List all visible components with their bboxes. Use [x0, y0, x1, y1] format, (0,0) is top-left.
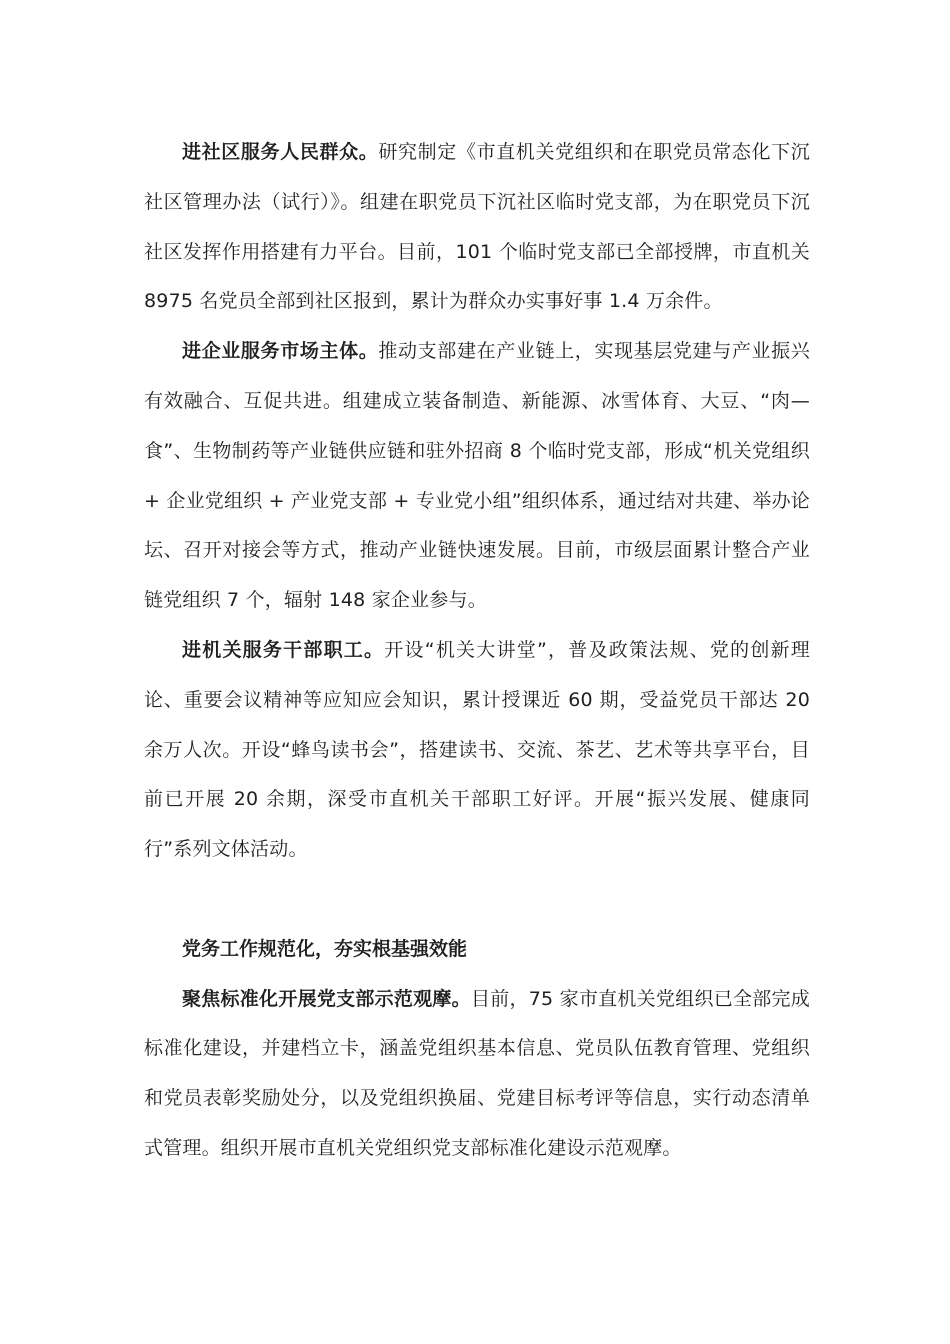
paragraph-text: 目前，75 家市直机关党组织已全部完成标准化建设，并建档立卡，涵盖党组织基本信息、党员队伍教育管理、党组织和党员表彰奖励处分，以及党组织换届、党建目标考评等信息，实行动态清单式管理。组织开展市直机关党组织党支部标准化建设示范观摩。 [144, 987, 810, 1159]
document-body [144, 128, 810, 1174]
paragraph-lead: 进机关服务干部职工。 [182, 638, 385, 661]
paragraph-community-service [144, 128, 810, 327]
paragraph-lead: 聚焦标准化开展党支部示范观摩。 [182, 987, 471, 1010]
paragraph-text: 推动支部建在产业链上，实现基层党建与产业振兴有效融合、互促共进。组建成立装备制造、新能源、冰雪体育、大豆、“肉—食”、生物制药等产业链供应链和驻外招商 8 个临时党支部，形成“机关党组织 + 企业党组织 + 产业党支部 + 专业党小组”组织体系，通过结对共建、举办论坛、召开对接会等方式，推动产业链快速发展。目前，市级层面累计整合产业链党组织 7 个，辐射 148 家企业参与。 [144, 340, 810, 612]
paragraph-agency-service [144, 626, 810, 875]
paragraph-lead: 进社区服务人民群众。 [182, 141, 379, 163]
section-heading: 党务工作规范化，夯实根基强效能 [182, 937, 468, 960]
paragraph-standardization [144, 975, 810, 1174]
paragraph-enterprise-service [144, 327, 810, 626]
paragraph-text: 开设“机关大讲堂”，普及政策法规、党的创新理论、重要会议精神等应知应会知识，累计授课近 60 期，受益党员干部达 20 余万人次。开设“蜂鸟读书会”，搭建读书、交流、茶艺、艺术等共享平台，目前已开展 20 余期，深受市直机关干部职工好评。开展“振兴发展、健康同行”系列文体活动。 [144, 638, 810, 861]
paragraph-lead: 进企业服务市场主体。 [182, 340, 379, 363]
paragraph-text: 研究制定《市直机关党组织和在职党员常态化下沉社区管理办法（试行）》。组建在职党员下沉社区临时党支部，为在职党员下沉社区发挥作用搭建有力平台。目前，101 个临时党支部已全部授牌，市直机关 8975 名党员全部到社区报到，累计为群众办实事好事 1.4 万余件。 [144, 141, 810, 313]
